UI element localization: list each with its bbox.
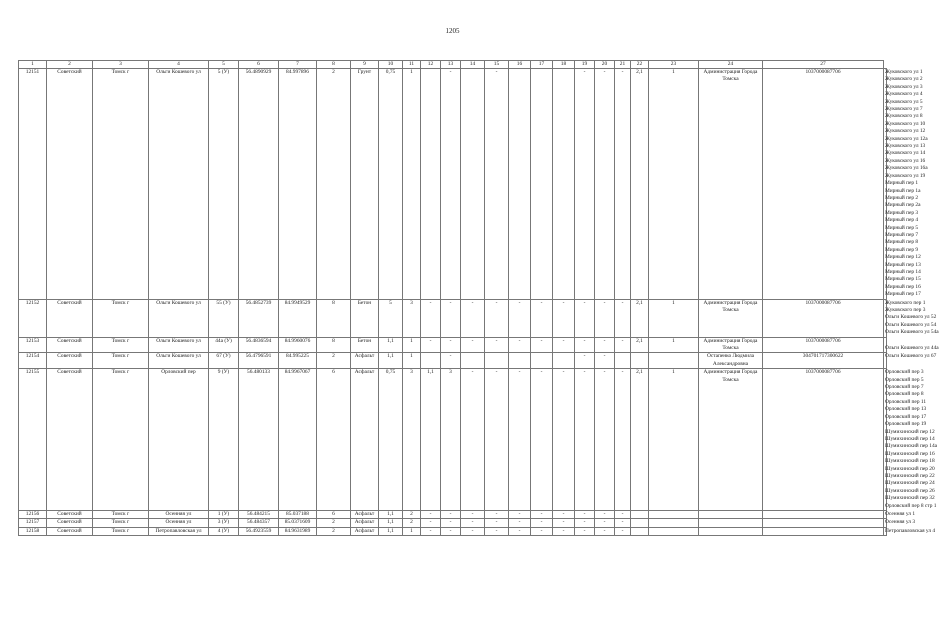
table-cell: 84.9967067 — [279, 369, 317, 511]
table-cell: - — [575, 527, 595, 535]
column-number: 10 — [379, 61, 403, 69]
table-cell: 1037000087706 — [763, 299, 884, 337]
table-cell: 84.9631989 — [279, 527, 317, 535]
table-cell: - — [575, 369, 595, 511]
column-number: 8 — [317, 61, 351, 69]
table-cell: - — [553, 519, 575, 527]
table-cell: 2 — [317, 519, 351, 527]
table-cell: - — [615, 337, 631, 353]
address-list-cell: Осенняя ул 1 — [885, 510, 916, 517]
table-cell: - — [441, 299, 461, 337]
table-cell: 2,1 — [631, 69, 649, 300]
table-cell: - — [421, 337, 441, 353]
table-cell: 12158 — [19, 527, 47, 535]
table-cell: 0,75 — [379, 69, 403, 300]
table-cell: 56.4852739 — [239, 299, 279, 337]
table-cell: Асфальт — [351, 527, 379, 535]
table-cell: 12154 — [19, 353, 47, 369]
table-cell — [699, 510, 763, 518]
table-cell: Томск г — [93, 337, 149, 353]
table-cell: 1 — [403, 337, 421, 353]
table-cell — [553, 353, 575, 369]
table-cell: 0,75 — [379, 369, 403, 511]
column-number: 9 — [351, 61, 379, 69]
table-cell: Ольги Кошевого ул — [149, 69, 209, 300]
table-cell: - — [531, 369, 553, 511]
table-cell: Орловский пер — [149, 369, 209, 511]
table-cell: 3 — [403, 369, 421, 511]
table-cell — [485, 353, 509, 369]
table-cell: 1 — [649, 299, 699, 337]
table-cell: 67 (У) — [209, 353, 239, 369]
table-cell: 6 — [317, 369, 351, 511]
table-cell: - — [509, 527, 531, 535]
table-cell: 1037000087706 — [763, 369, 884, 511]
table-cell: Бетон — [351, 299, 379, 337]
table-cell: - — [553, 299, 575, 337]
table-cell — [649, 527, 699, 535]
table-cell: Томск г — [93, 510, 149, 518]
column-number: 7 — [279, 61, 317, 69]
table-cell: 2,1 — [631, 369, 649, 511]
table-cell: Грунт — [351, 69, 379, 300]
table-cell: 3 — [441, 369, 461, 511]
table-cell: - — [509, 510, 531, 518]
table-cell: 1,1 — [379, 337, 403, 353]
table-cell: 304701717300622 — [763, 353, 884, 369]
table-cell: 85.037188 — [279, 510, 317, 518]
table-cell: - — [595, 519, 615, 527]
table-cell: - — [553, 369, 575, 511]
table-cell: - — [421, 519, 441, 527]
table-cell: 1 — [403, 527, 421, 535]
address-list-cell: Ольги Кошевого ул 67 — [884, 353, 887, 369]
table-cell: 2 — [317, 69, 351, 300]
table-cell — [509, 69, 531, 300]
table-cell — [649, 519, 699, 527]
table-cell: - — [485, 337, 509, 353]
table-cell: - — [615, 369, 631, 511]
table-cell: 12151 — [19, 69, 47, 300]
address-list-cell: Жуковского ул 1 Жуковского ул 2 Жуковского ул 3 Жуковского ул 4 Жуковского ул 5 Жуковского ул 7 Жуковского ул 8 Жуковского ул 10 Жуковского ул 12 Жуковского ул 12а Жуковского ул 13 Жуковского ул 14 Жуковского ул 16 Жуковского ул 16а Жуковского ул 19 Мирный пер 1 Мирный пер 1а Мирный пер 2 Мирный пер 2а Мирный пер 3 Мирный пер 4 Мирный пер 5 Мирный пер 7 Мирный пер 8 Мирный пер 9 Мирный пер 12 Мирный пер 13 Мирный пер 14 Мирный пер 15 Мирный пер 16 Мирный пер 17 — [885, 69, 928, 298]
table-cell: Советский — [47, 69, 93, 300]
table-cell: - — [575, 510, 595, 518]
table-cell: - — [485, 69, 509, 300]
table-cell: 8 — [317, 299, 351, 337]
table-cell: 12157 — [19, 519, 47, 527]
table-cell: - — [461, 510, 485, 518]
table-cell: Советский — [47, 299, 93, 337]
table-row — [19, 527, 887, 535]
table-cell: - — [575, 69, 595, 300]
column-number: 20 — [595, 61, 615, 69]
table-cell — [631, 353, 649, 369]
column-number: 23 — [649, 61, 699, 69]
table-cell: 1 — [649, 369, 699, 511]
table-cell: 84.995225 — [279, 353, 317, 369]
table-cell: 56.4836594 — [239, 337, 279, 353]
table-cell: 56.4796591 — [239, 353, 279, 369]
table-cell: 1 — [649, 69, 699, 300]
table-row — [19, 353, 887, 369]
table-cell: - — [595, 527, 615, 535]
table-cell: - — [485, 369, 509, 511]
table-cell: 2 — [317, 527, 351, 535]
table-cell — [461, 69, 485, 300]
table-cell — [699, 527, 763, 535]
table-cell: 8 — [317, 337, 351, 353]
table-cell: 3 — [403, 299, 421, 337]
table-cell: 5 (У) — [209, 69, 239, 300]
table-cell: Бетон — [351, 337, 379, 353]
table-cell: - — [531, 527, 553, 535]
table-cell: Петропавловская ул — [149, 527, 209, 535]
table-cell: Советский — [47, 337, 93, 353]
column-number: 17 — [531, 61, 553, 69]
table-cell: - — [595, 369, 615, 511]
table-cell: - — [441, 69, 461, 300]
table-cell: - — [615, 510, 631, 518]
table-cell — [461, 353, 485, 369]
table-cell: - — [485, 510, 509, 518]
table-cell: 1037000087706 — [763, 337, 884, 353]
table-cell: 1,1 — [421, 369, 441, 511]
table-cell: 56.484215 — [239, 510, 279, 518]
table-cell: - — [595, 510, 615, 518]
table-cell: - — [441, 527, 461, 535]
table-cell: - — [553, 510, 575, 518]
address-list-cell: Жуковского пер 1 Жуковского пер 3 Ольги Кошевого ул 52 Ольги Кошевого ул 54 Ольги Кошевого ул 54а — [885, 299, 939, 336]
table-cell: - — [575, 519, 595, 527]
table-row — [19, 519, 887, 527]
table-cell: 12156 — [19, 510, 47, 518]
table-cell: 1,1 — [379, 353, 403, 369]
table-cell: Осенняя ул — [149, 510, 209, 518]
table-cell: - — [531, 337, 553, 353]
table-cell: - — [441, 353, 461, 369]
table-cell: 9 (У) — [209, 369, 239, 511]
table-cell — [631, 510, 649, 518]
column-number: 16 — [509, 61, 531, 69]
table-cell: - — [509, 299, 531, 337]
table-cell — [421, 69, 441, 300]
table-cell: Томск г — [93, 299, 149, 337]
column-number: 24 — [699, 61, 763, 69]
table-cell: Томск г — [93, 527, 149, 535]
table-row — [19, 510, 887, 518]
table-cell: 2,1 — [631, 299, 649, 337]
table-cell: - — [553, 337, 575, 353]
column-number: 27 — [763, 61, 884, 69]
table-cell: 1 — [403, 353, 421, 369]
table-cell: Администрация Города Томска — [699, 337, 763, 353]
table-cell — [553, 69, 575, 300]
table-cell: - — [595, 69, 615, 300]
table-cell: - — [615, 527, 631, 535]
table-cell: - — [531, 510, 553, 518]
table-cell: Ольги Кошевого ул — [149, 299, 209, 337]
table-cell: Администрация Города Томска — [699, 69, 763, 300]
table-cell: - — [595, 337, 615, 353]
table-cell — [649, 353, 699, 369]
column-number: 14 — [461, 61, 485, 69]
table-cell: Томск г — [93, 69, 149, 300]
column-number: 4 — [149, 61, 209, 69]
table-cell: Томск г — [93, 519, 149, 527]
column-number: 6 — [239, 61, 279, 69]
table-cell: Ольги Кошевого ул — [149, 353, 209, 369]
address-list-cell: Петропавловская ул 4 — [885, 527, 936, 534]
table-cell: 4 (У) — [209, 527, 239, 535]
table-cell: - — [485, 527, 509, 535]
table-cell: - — [575, 337, 595, 353]
table-cell: 1,1 — [379, 519, 403, 527]
table-cell: - — [461, 519, 485, 527]
table-cell: - — [421, 527, 441, 535]
table-cell: - — [421, 510, 441, 518]
column-number: 5 — [209, 61, 239, 69]
table-cell: - — [595, 299, 615, 337]
table-cell: 1 — [649, 337, 699, 353]
table-cell: Советский — [47, 369, 93, 511]
table-cell: - — [553, 527, 575, 535]
table-cell: Асфальт — [351, 369, 379, 511]
address-list-cell: Осенняя ул 3 — [885, 519, 916, 526]
table-cell: - — [509, 369, 531, 511]
table-cell: - — [531, 299, 553, 337]
table-cell: - — [575, 299, 595, 337]
table-cell: Томск г — [93, 353, 149, 369]
table-cell: - — [509, 337, 531, 353]
table-cell: 56.480133 — [239, 369, 279, 511]
column-number: 1 — [19, 61, 47, 69]
table-cell: - — [421, 299, 441, 337]
address-list-cell: Ольги Кошевого ул 44а — [884, 337, 887, 353]
column-number: 18 — [553, 61, 575, 69]
table-cell — [763, 527, 884, 535]
column-number: 13 — [441, 61, 461, 69]
table-cell: 2 — [403, 510, 421, 518]
table-cell: - — [441, 510, 461, 518]
table-cell: 1,1 — [379, 527, 403, 535]
address-list-cell: Орловский пер 3 Орловский пер 5 Орловский пер 7 Орловский пер 8 Орловский пер 11 Орловский пер 13 Орловский пер 17 Орловский пер 19 Шумихинский пер 12 Шумихинский пер 14 Шумихинский пер 14а Шумихинский пер 16 Шумихинский пер 18 Шумихинский пер 20 Шумихинский пер 22 Шумихинский пер 24 Шумихинский пер 26 Шумихинский пер 32 Орловский пер 8 стр 1 — [885, 369, 938, 509]
table-cell: 5 — [379, 299, 403, 337]
column-number: 15 — [485, 61, 509, 69]
table-cell: - — [461, 299, 485, 337]
table-cell: 44а (У) — [209, 337, 239, 353]
table-cell — [615, 353, 631, 369]
column-number: 19 — [575, 61, 595, 69]
table-cell: 2 — [403, 519, 421, 527]
table-cell: 12152 — [19, 299, 47, 337]
table-cell: 2,1 — [631, 337, 649, 353]
table-cell — [631, 519, 649, 527]
table-cell: 12155 — [19, 369, 47, 511]
column-number-row — [19, 61, 887, 69]
table-cell: - — [485, 519, 509, 527]
table-cell: Ольги Кошевого ул — [149, 337, 209, 353]
table-cell: Советский — [47, 527, 93, 535]
table-cell: - — [615, 519, 631, 527]
table-row — [19, 369, 887, 511]
table-row — [19, 299, 887, 337]
table-cell: - — [441, 519, 461, 527]
table-cell: Советский — [47, 510, 93, 518]
table-cell: 56.4890929 — [239, 69, 279, 300]
table-cell: Асфальт — [351, 510, 379, 518]
table-cell: 85.0371609 — [279, 519, 317, 527]
table-row — [19, 69, 887, 300]
table-row — [19, 337, 887, 353]
column-number: 22 — [631, 61, 649, 69]
table-cell: 56.484357 — [239, 519, 279, 527]
table-cell — [531, 69, 553, 300]
table-cell: 1037000087706 — [763, 69, 884, 300]
table-cell: Осенняя ул — [149, 519, 209, 527]
table-cell — [421, 353, 441, 369]
table-cell: - — [615, 69, 631, 300]
table-cell: - — [441, 337, 461, 353]
column-number: 21 — [615, 61, 631, 69]
table-cell — [649, 510, 699, 518]
column-number: 2 — [47, 61, 93, 69]
table-cell: Администрация Города Томска — [699, 369, 763, 511]
table-cell — [631, 527, 649, 535]
table-cell: - — [615, 299, 631, 337]
table-cell: 1 — [403, 69, 421, 300]
table-cell: 2 — [317, 353, 351, 369]
table-cell: - — [461, 337, 485, 353]
table-cell: 84.9949529 — [279, 299, 317, 337]
table-cell — [509, 353, 531, 369]
table-cell: 55 (У) — [209, 299, 239, 337]
table-cell — [531, 353, 553, 369]
table-cell: 6 — [317, 510, 351, 518]
table-cell: - — [461, 527, 485, 535]
table-cell: 3 (У) — [209, 519, 239, 527]
table-cell — [763, 510, 884, 518]
table-cell: Асфальт — [351, 353, 379, 369]
table-cell: 1,1 — [379, 510, 403, 518]
table-cell: 12153 — [19, 337, 47, 353]
table-cell: 1 (У) — [209, 510, 239, 518]
table-cell: - — [575, 353, 595, 369]
table-cell: Томск г — [93, 369, 149, 511]
register-table — [18, 60, 939, 536]
table-cell — [699, 519, 763, 527]
table-cell: Остапенко Людмила Александровна — [699, 353, 763, 369]
page-number: 1205 — [445, 27, 460, 35]
table-cell: - — [595, 353, 615, 369]
table-cell: Советский — [47, 519, 93, 527]
table-cell: 84.997896 — [279, 69, 317, 300]
table-cell: - — [461, 369, 485, 511]
table-cell — [763, 519, 884, 527]
table-cell: 56.4923559 — [239, 527, 279, 535]
table-cell: - — [509, 519, 531, 527]
column-number: 12 — [421, 61, 441, 69]
table-cell: Асфальт — [351, 519, 379, 527]
table-cell: - — [531, 519, 553, 527]
table-cell: 84.9960076 — [279, 337, 317, 353]
table-cell: Администрация Города Томска — [699, 299, 763, 337]
column-number: 3 — [93, 61, 149, 69]
table-cell: Советский — [47, 353, 93, 369]
table-cell: - — [485, 299, 509, 337]
column-number: 11 — [403, 61, 421, 69]
